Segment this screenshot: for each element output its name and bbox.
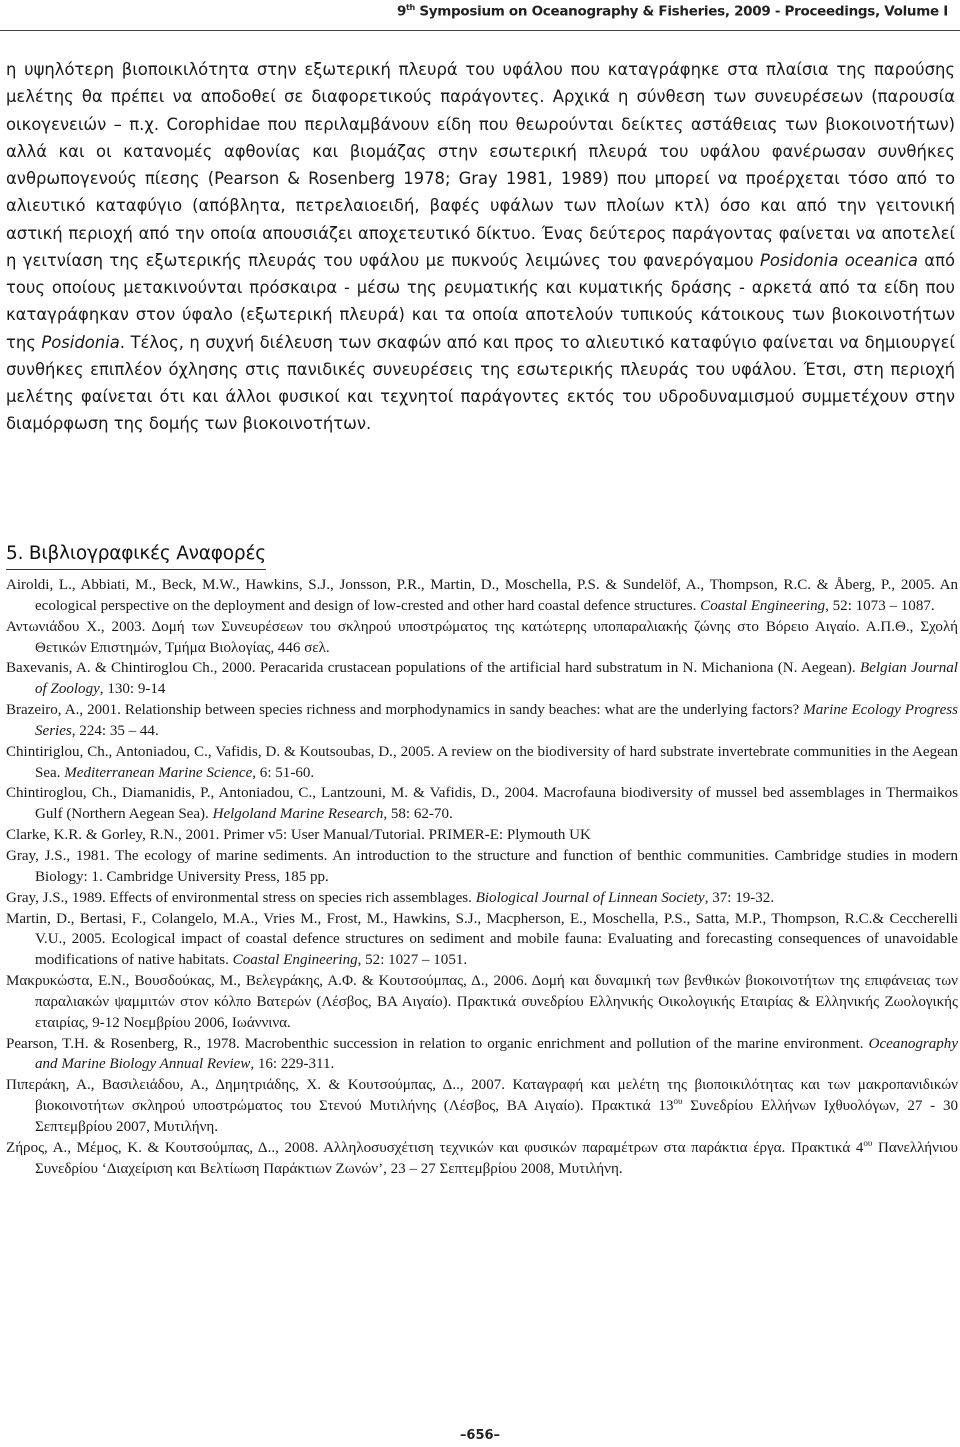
body-paragraph xyxy=(6,56,955,438)
reference-item xyxy=(6,909,958,972)
reference-item xyxy=(6,742,958,784)
reference-volume: , 224: 35 – 44. xyxy=(71,722,159,739)
section-rule xyxy=(6,569,266,570)
reference-text: Martin, D., Bertasi, F., Colangelo, M.A., Vries M., Frost, M., Hawkins, S.J., Macpherson, E., Moschella, P.S., Satta, M.P., Thompson, R.C.& Ceccherelli V.U., 2005. Ecological impact of coastal defence structures on sediment and mobile fauna: Evaluating and forecasting consequences of unavoidable modifications of native habitats. xyxy=(6,910,958,969)
reference-superscript: ου xyxy=(673,1096,683,1107)
reference-volume: , 6: 51-60. xyxy=(252,764,315,781)
reference-text: Μακρυκώστα, Ε.Ν., Βουσδούκας, Μ., Βελεγράκης, Α.Φ. & Κουτσούμπας, Δ., 2006. Δομή και δυναμική των βενθικών βιοκοινοτήτων της επιφάνειας των παραλιακών ψαμμιτών στον κόλπο Βατερών (Λέσβος, ΒΑ Αιγαίο). Πρακτικά συνεδρίου Ελληνικής Οικολογικής Εταιρίας & Ελληνικής Ζωολογικής εταιρίας, 9-12 Νοεμβρίου 2006, Ιωάννινα. xyxy=(6,973,958,1031)
section-heading: 5. Βιβλιογραφικές Αναφορές xyxy=(6,543,266,564)
reference-item xyxy=(6,971,958,1034)
running-header xyxy=(397,3,948,20)
header-title-rest: Symposium on Oceanography & Fisheries, 2009 - Proceedings, Volume I xyxy=(414,3,948,20)
reference-text: Gray, J.S., 1981. The ecology of marine sediments. An introduction to the structure and function of benthic communities. Cambridge studies in modern Biology: 1. Cambridge University Press, 185 pp. xyxy=(6,847,958,885)
header-title-sup: th xyxy=(406,3,415,12)
reference-volume: , 52: 1073 – 1087. xyxy=(825,597,935,614)
header-rule xyxy=(0,30,960,31)
reference-text: Gray, J.S., 1989. Effects of environmental stress on species rich assemblages. xyxy=(6,889,476,906)
reference-journal: Belgian Journal of Zoology xyxy=(35,660,958,698)
reference-item xyxy=(6,783,958,825)
reference-item xyxy=(6,1138,958,1180)
reference-list xyxy=(6,575,958,1179)
reference-journal: Biological Journal of Linnean Society xyxy=(475,889,705,906)
reference-volume: , 52: 1027 – 1051. xyxy=(357,952,468,969)
reference-item xyxy=(6,1034,958,1076)
reference-text: Ζήρος, Α., Μέμος, Κ. & Κουτσούμπας, Δ.., 2008. Αλληλοσυσχέτιση τεχνικών και φυσικών παραμέτρων στα παράκτια έργα. Πρακτικά 4 xyxy=(6,1139,864,1156)
reference-text: Airoldi, L., Abbiati, M., Beck, M.W., Hawkins, S.J., Jonsson, P.R., Martin, D., Moschella, P.S. & Sundelöf, A., Thompson, R.C. & Åberg, P., 2005. An ecological perspective on the deployment and design of low-crested and other hard coastal defence structures. xyxy=(6,577,958,614)
reference-text-end: Συνεδρίου Ελλήνων Ιχθυολόγων, 27 - 30 Σεπτεμβρίου 2007, Μυτιλήνη. xyxy=(35,1098,959,1135)
reference-journal: Helgoland Marine Research xyxy=(212,806,384,823)
reference-text: Clarke, K.R. & Gorley, R.N., 2001. Primer v5: User Manual/Tutorial. PRIMER-E: Plymouth UK xyxy=(6,827,591,844)
body-italic-genus: Posidonia xyxy=(41,332,120,352)
reference-item xyxy=(6,888,958,909)
header-title-prefix: 9 xyxy=(396,3,407,20)
reference-item xyxy=(6,575,958,617)
reference-journal: Oceanography and Marine Biology Annual Review xyxy=(35,1035,958,1073)
reference-item xyxy=(6,658,958,700)
reference-superscript: ου xyxy=(863,1137,873,1148)
reference-journal: Mediterranean Marine Science xyxy=(64,764,253,781)
body-text-part3: . Τέλος, η συχνή διέλευση των σκαφών από και προς το αλιευτικό καταφύγιο φαίνεται να δημιουργεί συνθήκες επιπλέον όχλησης στις πανιδικές συνευρέσεις της εσωτερικής πλευράς του υφάλου. Έτσι, στη περιοχή μελέτης φαίνεται ότι και άλλοι φυσικοί και τεχνητοί παράγοντες εκτός του υδροδυναμισμού συμμετέχουν στην διαμόρφωση της δομής των βιοκοινοτήτων. xyxy=(6,332,955,434)
reference-journal: Coastal Engineering xyxy=(700,597,826,614)
body-text-part1: η υψηλότερη βιοποικιλότητα στην εξωτερική πλευρά του υφάλου που καταγράφηκε στα πλαίσια της παρούσης μελέτης θα πρέπει να αποδοθεί σε διαφορετικούς παράγοντες. Αρχικά η σύνθεση των συνευρέσεων (παρουσία οικογενειών – π.χ. Corophidae που περιλαμβάνουν είδη που θεωρούνται δείκτες αστάθειας των βιοκοινοτήτων) αλλά και οι κατανομές αφθονίας και βιομάζας στην εσωτερική πλευρά του υφάλου φανέρωσαν συνθήκες ανθρωπογενούς πίεσης (Pearson & Rosenberg 1978; Gray 1981, 1989) που μπορεί να προέρχεται τόσο από το αλιευτικό καταφύγιο (απόβλητα, πετρελαιοειδή, βαφές υφάλων των πλοίων κτλ) όσο και από την γειτονική αστική περιοχή από την οποία απουσιάζει αποχετευτικό δίκτυο. Ένας δεύτερος παράγοντας φαίνεται να αποτελεί η γειτνίαση της εξωτερικής πλευράς του υφάλου με πυκνούς λειμώνες του φανερόγαμου xyxy=(6,60,955,270)
reference-volume: , 58: 62-70. xyxy=(383,806,453,823)
reference-text: Brazeiro, A., 2001. Relationship between species richness and morphodynamics in sandy beaches: what are the underlying factors? xyxy=(6,702,804,719)
body-italic-species: Posidonia oceanica xyxy=(759,250,918,270)
reference-text: Αντωνιάδου Χ., 2003. Δομή των Συνευρέσεων του σκληρού υποστρώματος της κατώτερης υποπαραλιακής ζώνης στο Βόρειο Αιγαίο. Α.Π.Θ., Σχολή Θετικών Επιστημών, Τμήμα Βιολογίας, 446 σελ. xyxy=(6,618,958,656)
page-number: –656– xyxy=(459,1428,501,1443)
reference-item xyxy=(6,1075,958,1138)
reference-volume: , 16: 229-311. xyxy=(250,1056,335,1073)
reference-text: Chintiriglou, Ch., Antoniadou, C., Vafidis, D. & Koutsoubas, D., 2005. A review on the biodiversity of hard substrate invertebrate communities in the Aegean Sea. xyxy=(6,743,958,781)
reference-item xyxy=(6,846,958,888)
reference-text-end: Πανελλήνιου Συνεδρίου ‘Διαχείριση και Βελτίωση Παράκτιων Ζωνών’, 23 – 27 Σεπτεμβρίου 2008, Μυτιλήνη. xyxy=(35,1139,958,1177)
reference-text: Pearson, T.H. & Rosenberg, R., 1978. Macrobenthic succession in relation to organic enrichment and pollution of the marine environment. xyxy=(6,1035,869,1052)
reference-item xyxy=(6,617,958,659)
reference-journal: Coastal Engineering xyxy=(232,952,358,969)
reference-item xyxy=(6,825,958,846)
reference-item xyxy=(6,700,958,742)
reference-volume: , 37: 19-32. xyxy=(704,889,775,906)
body-text-part2: από τους οποίους μετακινούνται πρόσκαιρα - μέσω της ρευματικής και κυματικής δράσης - αρκετά από τα είδη που καταγράφηκαν στον ύφαλο (εξωτερική πλευρά) και τα οποία αποτελούν τυπικούς κάτοικους των βιοκοινοτήτων της xyxy=(6,250,955,352)
reference-text: Baxevanis, A. & Chintiroglou Ch., 2000. Peracarida crustacean populations of the artificial hard substratum in N. Michaniona (N. Aegean). xyxy=(6,660,861,677)
reference-journal: Marine Ecology Progress Series xyxy=(35,702,958,739)
reference-text: Πιπεράκη, Α., Βασιλειάδου, Α., Δημητριάδης, Χ. & Κουτσούμπας, Δ.., 2007. Καταγραφή και μελέτη της βιοποικιλότητας και των μακροπανιδικών βιοκοινοτήτων σκληρού υποστρώματος του Στενού Μυτιλήνης (Λέσβος, ΒΑ Αιγαίο). Πρακτικά 13 xyxy=(6,1077,958,1115)
reference-text: Chintiroglou, Ch., Diamanidis, P., Antoniadou, C., Lantzouni, M. & Vafidis, D., 2004. Macrofauna biodiversity of mussel bed assemblages in Thermaikos Gulf (Northern Aegean Sea). xyxy=(6,785,958,823)
reference-volume: , 130: 9-14 xyxy=(99,681,166,698)
